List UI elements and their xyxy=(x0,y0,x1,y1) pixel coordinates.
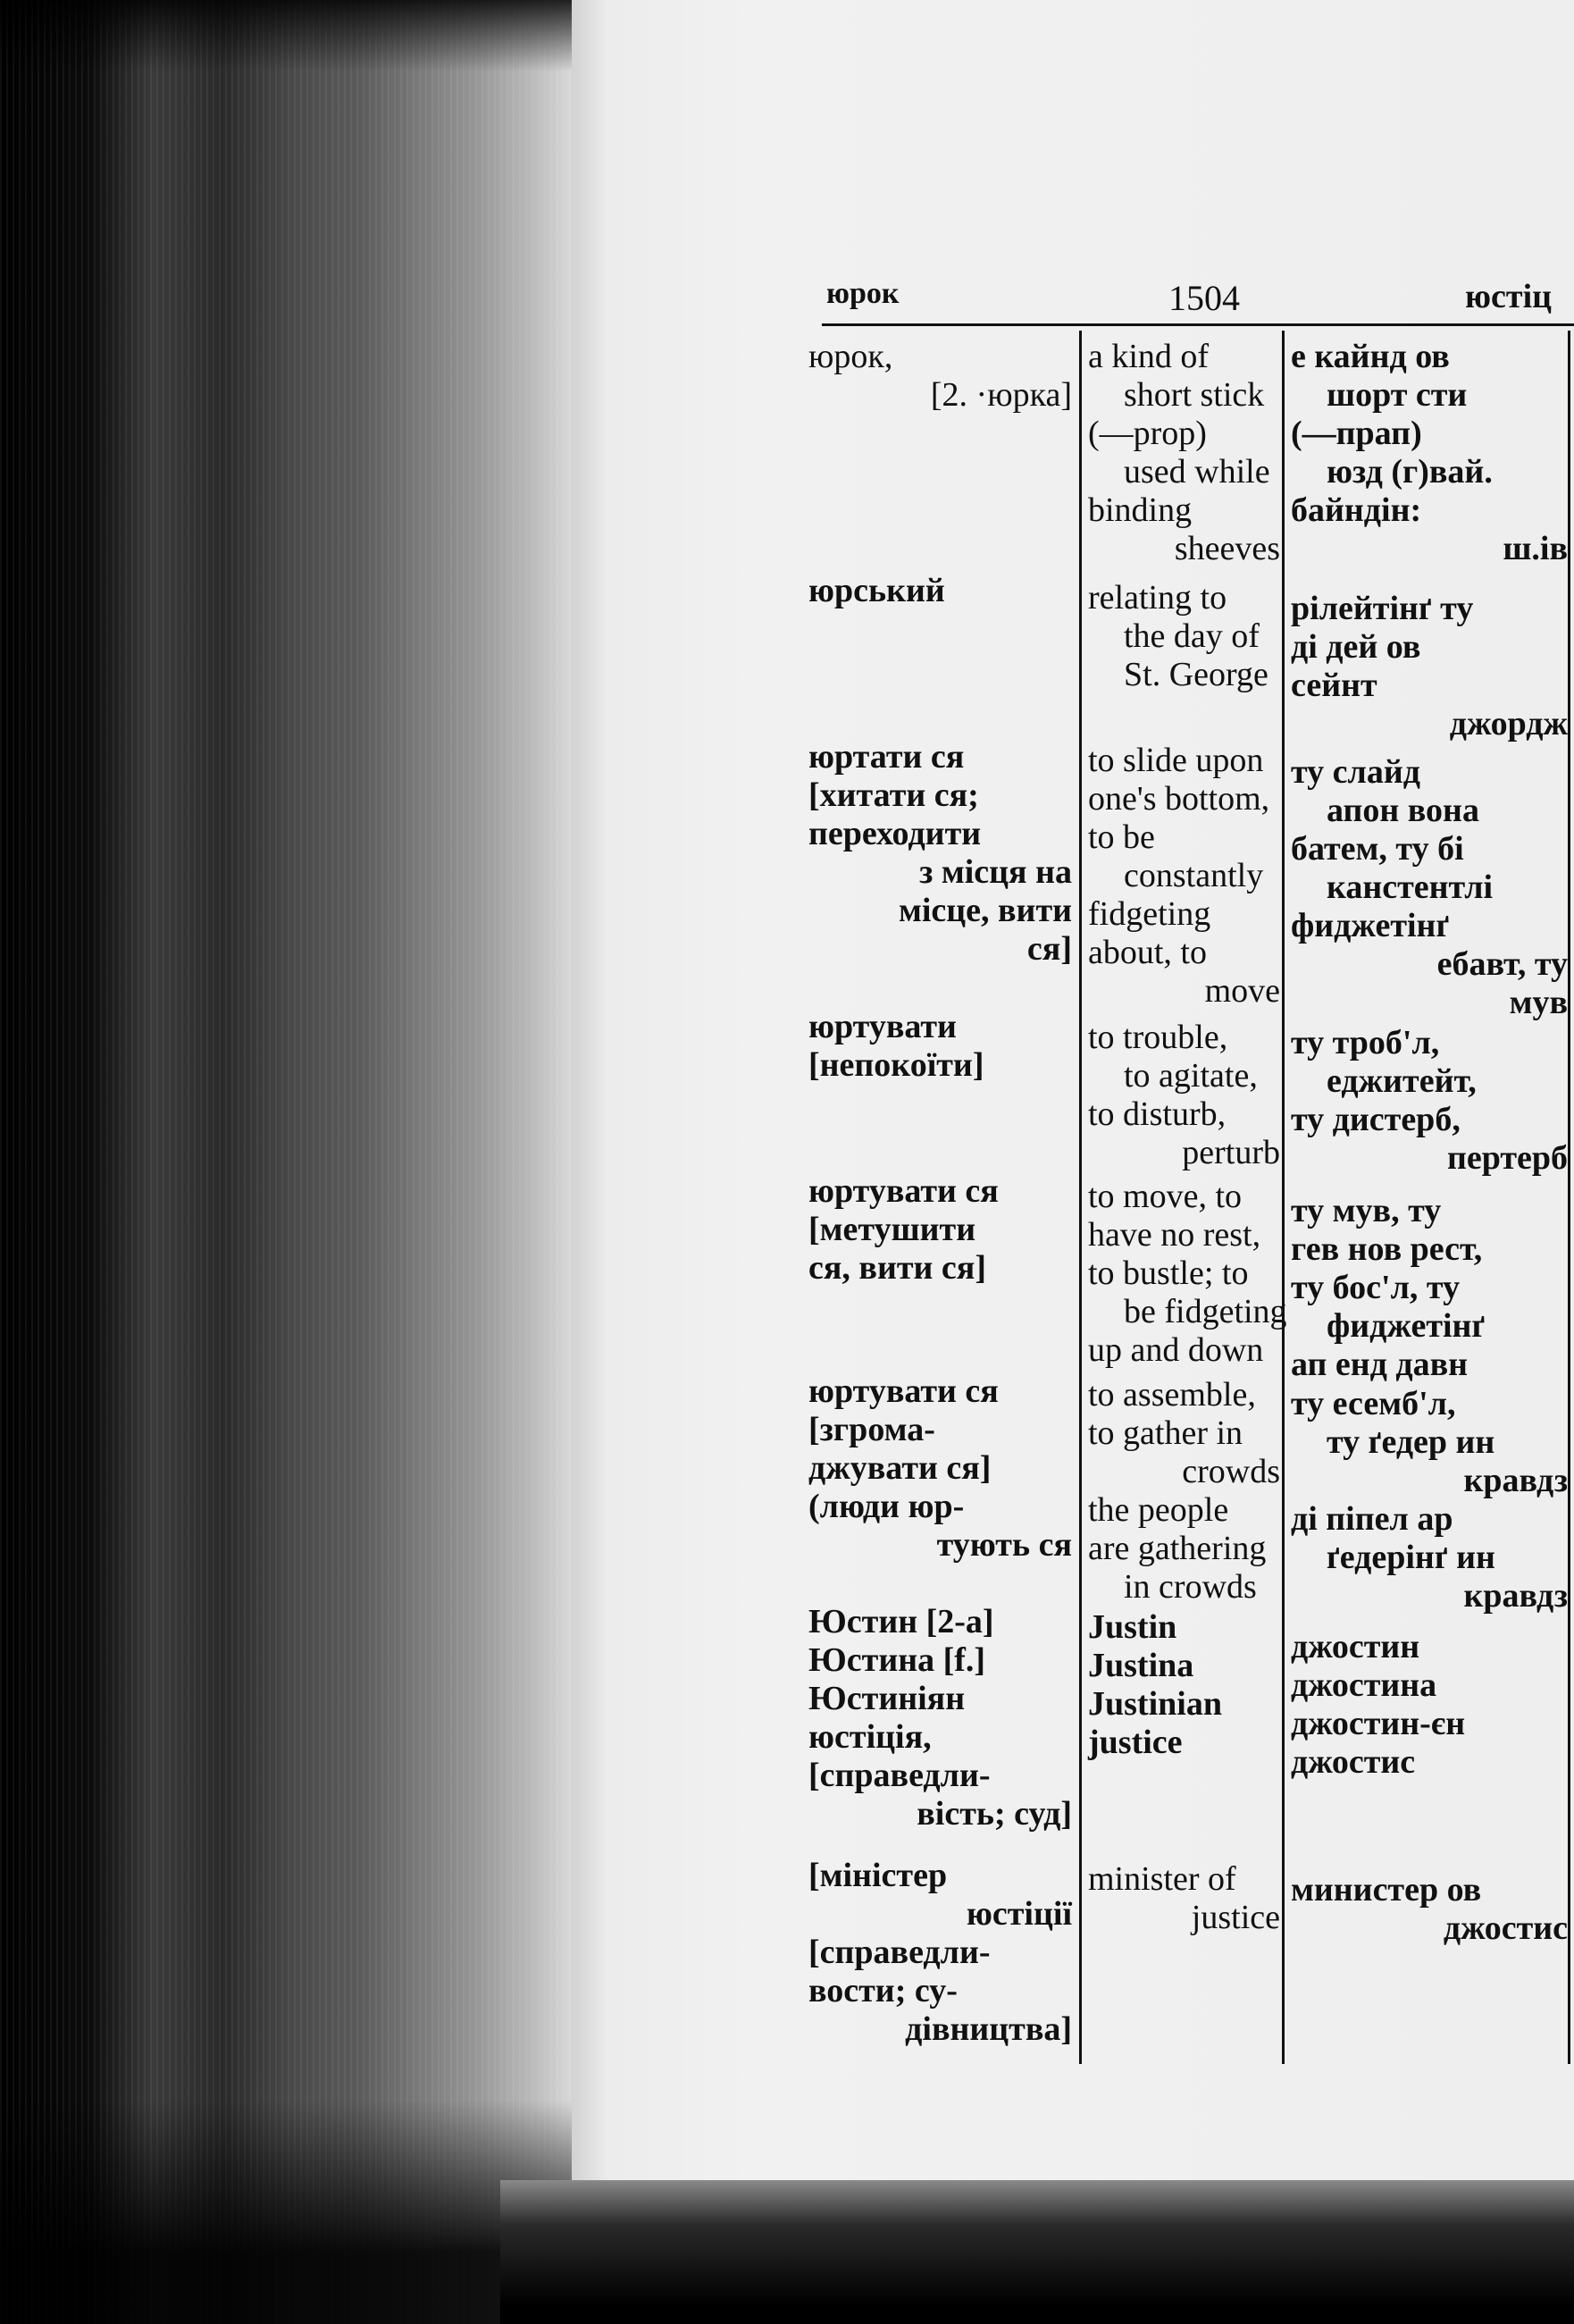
english-line: used while xyxy=(1124,453,1270,491)
entry-pronunciation xyxy=(1291,1192,1568,1384)
pronunciation-line: апон вона xyxy=(1327,792,1479,829)
entry-headword xyxy=(808,1008,1072,1085)
headword-line: з місця на xyxy=(919,853,1072,891)
entry-headword xyxy=(808,1372,1072,1565)
english-line: to gather in xyxy=(1088,1414,1243,1452)
english-line: about, to xyxy=(1088,934,1207,971)
headword-line: ся] xyxy=(1026,930,1072,968)
english-line: to disturb, xyxy=(1088,1095,1227,1133)
headword-line: юртувати xyxy=(808,1008,957,1045)
english-line: up and down xyxy=(1088,1331,1264,1369)
column-divider xyxy=(1568,331,1570,2064)
pronunciation-line: ту троб'л, xyxy=(1291,1024,1440,1061)
english-line: the people xyxy=(1088,1491,1229,1529)
headword-line: вости; су- xyxy=(808,1972,958,2009)
headword-line: [2. ·юрка] xyxy=(930,376,1072,414)
pronunciation-line: ту бос'л, ту xyxy=(1291,1269,1461,1306)
pronunciation-line: ш.ів xyxy=(1503,530,1568,567)
pronunciation-line: джостис xyxy=(1443,1909,1568,1947)
book-edge-shadow xyxy=(0,0,572,2324)
pronunciation-line: ап енд давн xyxy=(1291,1346,1469,1383)
english-line: justice xyxy=(1191,1899,1280,1936)
pronunciation-line: мув xyxy=(1509,984,1568,1021)
pronunciation-line: кравдз xyxy=(1463,1577,1568,1615)
entry-english xyxy=(1088,1860,1280,1937)
headword-line: місце, вити xyxy=(898,892,1072,929)
pronunciation-line: фиджетінґ xyxy=(1327,1307,1486,1345)
headword-line: Юстиніян xyxy=(808,1680,966,1717)
pronunciation-line: ту есемб'л, xyxy=(1291,1385,1456,1422)
english-line: sheeves xyxy=(1174,530,1280,567)
headword-line: Юстин [2-а] xyxy=(808,1603,994,1640)
pronunciation-line: юзд (г)вай. xyxy=(1327,453,1493,491)
english-line: one's bottom, xyxy=(1088,780,1270,818)
pronunciation-line: ебавт, ту xyxy=(1436,945,1568,983)
entry-headword xyxy=(808,1603,1072,1833)
english-line: St. George xyxy=(1124,656,1268,693)
entry-english xyxy=(1088,579,1280,694)
entry-english xyxy=(1088,742,1280,1011)
pronunciation-line: батем, ту бі xyxy=(1291,830,1464,868)
pronunciation-line: еджитейт, xyxy=(1327,1062,1477,1100)
headword-line: юртувати ся xyxy=(808,1372,999,1410)
headword-line: [справедли- xyxy=(808,1757,991,1794)
pronunciation-line: джостин xyxy=(1291,1628,1420,1665)
headword-line: (люди юр- xyxy=(808,1488,965,1525)
pronunciation-line: ді дей ов xyxy=(1291,628,1421,666)
headword-line: дівництва] xyxy=(905,2010,1072,2048)
headword-line: [міністер xyxy=(808,1857,948,1894)
english-line: to bustle; to xyxy=(1088,1254,1249,1292)
pronunciation-line: е кайнд ов xyxy=(1291,338,1450,375)
entry-headword xyxy=(808,338,1072,415)
pronunciation-line: шорт сти xyxy=(1327,376,1468,414)
column-divider xyxy=(1079,331,1082,2064)
headword-line: юртувати ся xyxy=(808,1172,999,1210)
pronunciation-line: ґедерінґ ин xyxy=(1327,1539,1495,1576)
entry-pronunciation xyxy=(1291,1024,1568,1178)
english-line: to agitate, xyxy=(1124,1057,1258,1095)
english-line: crowds xyxy=(1182,1453,1280,1490)
running-head-right: юстіц xyxy=(1465,278,1553,315)
headword-line: вість; суд] xyxy=(917,1795,1072,1833)
headword-line: джувати ся] xyxy=(808,1449,992,1487)
pronunciation-line: джордж xyxy=(1449,705,1568,743)
english-line: Justin xyxy=(1088,1608,1177,1646)
headword-line: [метушити xyxy=(808,1211,976,1248)
entry-english xyxy=(1088,1019,1280,1172)
page-bottom-shadow xyxy=(500,2180,1574,2324)
pronunciation-line: джостин-єн xyxy=(1291,1705,1466,1742)
english-line: to move, to xyxy=(1088,1178,1243,1215)
page-number: 1504 xyxy=(1168,278,1240,318)
english-line: justice xyxy=(1088,1724,1183,1761)
headword-line: [непокоїти] xyxy=(808,1046,984,1084)
english-line: are gathering xyxy=(1088,1530,1267,1567)
pronunciation-line: гев нов рест, xyxy=(1291,1230,1483,1268)
pronunciation-line: фиджетінґ xyxy=(1291,907,1450,944)
header-rule xyxy=(822,323,1574,326)
headword-line: юрок, xyxy=(808,338,893,375)
entry-english xyxy=(1088,1178,1287,1370)
pronunciation-line: ту ґедер ин xyxy=(1327,1423,1495,1461)
pronunciation-line: министер ов xyxy=(1291,1871,1482,1909)
english-line: constantly xyxy=(1124,857,1264,894)
english-line: have no rest, xyxy=(1088,1216,1261,1254)
headword-line: юстіція, xyxy=(808,1718,932,1756)
pronunciation-line: джостина xyxy=(1291,1666,1437,1704)
entry-english xyxy=(1088,1608,1280,1762)
pronunciation-line: рілейтінґ ту xyxy=(1291,590,1474,627)
entry-pronunciation xyxy=(1291,715,1568,1022)
pronunciation-line: ту дистерб, xyxy=(1291,1101,1461,1138)
english-line: move xyxy=(1204,972,1280,1010)
pronunciation-line: ді піпел ар xyxy=(1291,1500,1453,1538)
dictionary-page xyxy=(572,0,1574,2207)
entry-headword xyxy=(808,572,1072,610)
english-line: Justina xyxy=(1088,1647,1194,1684)
pronunciation-line: ту мув, ту xyxy=(1291,1192,1442,1229)
pronunciation-line: джостис xyxy=(1291,1743,1416,1781)
headword-line: юстіції xyxy=(966,1895,1072,1933)
headword-line: юртати ся xyxy=(808,738,965,776)
english-line: perturb xyxy=(1182,1134,1280,1171)
entry-pronunciation xyxy=(1291,338,1568,568)
english-line: to be xyxy=(1088,818,1155,856)
english-line: to trouble, xyxy=(1088,1019,1228,1056)
english-line: to slide upon xyxy=(1088,742,1264,779)
entry-headword xyxy=(808,1172,1072,1288)
english-line: Justinian xyxy=(1088,1685,1222,1723)
english-line: a kind of xyxy=(1088,338,1210,375)
english-line: relating to xyxy=(1088,579,1227,617)
entry-headword xyxy=(808,1857,1072,2049)
headword-line: тують ся xyxy=(936,1526,1072,1564)
running-head-left: юрок xyxy=(826,277,900,310)
headword-line: [згрома- xyxy=(808,1411,935,1448)
pronunciation-line: канстентлі xyxy=(1327,868,1494,906)
headword-line: переходити xyxy=(808,815,982,852)
english-line: binding xyxy=(1088,491,1193,529)
pronunciation-line: пертерб xyxy=(1446,1139,1568,1177)
headword-line: [хитати ся; xyxy=(808,776,979,814)
entry-pronunciation xyxy=(1291,1385,1568,1615)
entry-pronunciation xyxy=(1291,1871,1568,1948)
column-divider xyxy=(1282,331,1285,2064)
pronunciation-line: сейнт xyxy=(1291,667,1377,704)
headword-line: Юстина [f.] xyxy=(808,1641,986,1679)
english-line: the day of xyxy=(1124,617,1260,655)
headword-line: ся, вити ся] xyxy=(808,1249,986,1287)
english-line: fidgeting xyxy=(1088,895,1211,933)
pronunciation-line: байндін: xyxy=(1291,491,1422,529)
entry-headword xyxy=(808,738,1072,969)
english-line: (—prop) xyxy=(1088,415,1207,452)
entry-english xyxy=(1088,338,1280,568)
english-line: in crowds xyxy=(1124,1568,1257,1606)
english-line: short stick xyxy=(1124,376,1265,414)
english-line: to assemble, xyxy=(1088,1376,1256,1414)
entry-pronunciation xyxy=(1291,1628,1568,1782)
headword-line: юрський xyxy=(808,572,945,609)
pronunciation-line: кравдз xyxy=(1463,1462,1568,1499)
english-line: minister of xyxy=(1088,1860,1236,1898)
headword-line: [справедли- xyxy=(808,1934,991,1971)
english-line: be fidgeting xyxy=(1124,1293,1287,1330)
entry-english xyxy=(1088,1376,1280,1607)
pronunciation-line: ту слайд xyxy=(1291,753,1420,791)
pronunciation-line: (—прап) xyxy=(1291,415,1422,452)
